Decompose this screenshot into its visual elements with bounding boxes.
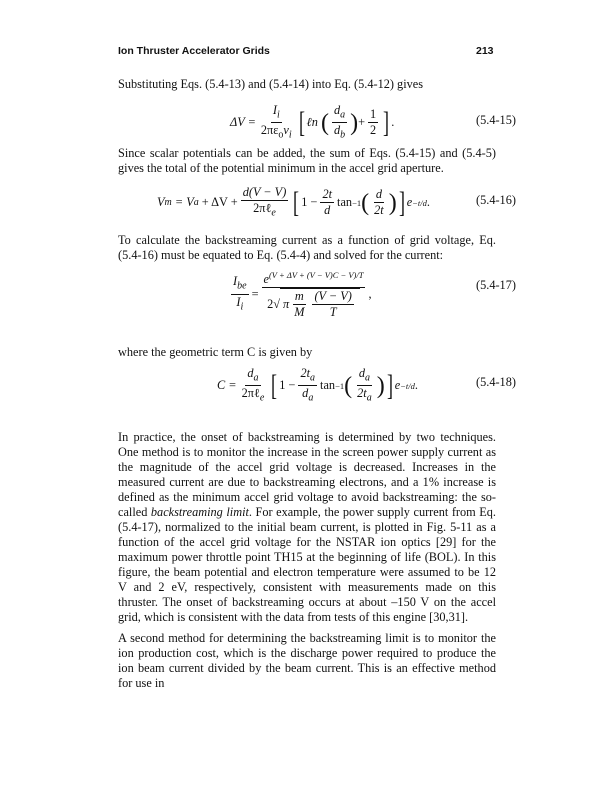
paragraph: To calculate the backstreaming current as a function of grid voltage, Eq. (5.4-16) must be equated to Eq. (5.4-4) and solved for the current:: [118, 233, 496, 262]
equation-number: (5.4-16): [476, 193, 516, 207]
running-header-title: Ion Thruster Accelerator Grids: [118, 45, 270, 57]
equation-number: (5.4-18): [476, 375, 516, 389]
eq-lhs: ΔV =: [230, 115, 256, 130]
equation-number: (5.4-15): [476, 113, 516, 127]
equation-5-4-16: V m = V a + ΔV + $\frac{d(V - V)}{2\pi\ell_e}$ [ 1 − $\frac{2t}{d}$ tan −1 ( $\frac{d}{2t}$ ) ] e −t/d .: [157, 185, 430, 219]
equation-5-4-17: $\frac{I_{be}}{I_i}$ = $e^{(V + \Delta V + (V - V)C - V)/T}$ 2 √ π $\frac{m}{M}$ $\frac{(V - V)}{T}$ ,: [233, 270, 372, 320]
equation-5-4-18: C = $\frac{d_a}{2\pi\ell_e}$ [ 1 − $\frac{2t_a}{d_a}$ tan −1 ( $\frac{d_a}{2t_a}$ ) ] e −t/d .: [217, 366, 418, 404]
paragraph: Substituting Eqs. (5.4-13) and (5.4-14) into Eq. (5.4-12) gives: [118, 77, 423, 91]
paragraph: A second method for determining the backstreaming limit is to monitor the ion production cost, which is the discharge power required to produce the ion beam current divided by the beam current. This is an effective method for use in: [118, 631, 496, 690]
paragraph: In practice, the onset of backstreaming is determined by two techniques. One method is to monitor the increase in the screen power supply current as the magnitude of the accel grid voltage is decreased. Increases in the measured current are due to backstreaming electrons, and a 1% increase is defined as the minimum accel grid voltage to avoid backstreaming: the so-called backstreaming limit. For example, the power supply current from Eq. (5.4-17), normalized to the initial beam current, is plotted in Fig. 5-11 as a function of the accel grid voltage for the NSTAR ion optics [29] for the maximum power throttle point TH15 at the beginning of life (BOL). In this figure, the beam potential and electron temperature were assumed to be 12 V and 2 eV, respectively, consistent with measurements made on this thruster. The onset of backstreaming occurs at about –150 V on the accel grid, which is consistent with the data from tests of this engine [30,31].: [118, 430, 496, 624]
fraction: $\frac{I_i}{2\pi\varepsilon_ov_i}$: [260, 103, 292, 141]
equation-5-4-15: ΔV = $\frac{I_i}{2\pi\varepsilon_ov_i}$ [ ℓn ( $\frac{d_a}{d_b}$ ) + $\frac{1}{2}$ ] .: [230, 103, 395, 141]
equation-number: (5.4-17): [476, 278, 516, 292]
paragraph: Since scalar potentials can be added, the sum of Eqs. (5.4-15) and (5.4-5) gives the total of the potential minimum in the accel grid aperture.: [118, 146, 496, 175]
paragraph: where the geometric term C is given by: [118, 345, 313, 359]
page-number: 213: [476, 45, 494, 57]
